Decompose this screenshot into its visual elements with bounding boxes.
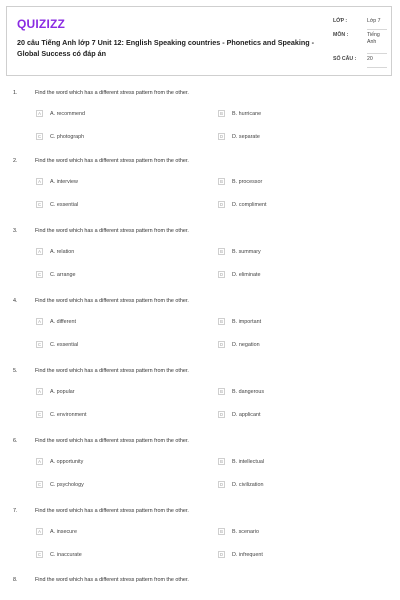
option-letter-box: B [218,178,225,185]
option-letter-box: D [219,134,224,139]
question-number: 6. [13,438,18,444]
grade-label: LỚP : [333,18,348,24]
option-label: B. summary [232,248,261,255]
option-label: B. important [232,318,262,325]
option-label: D. eliminate [232,271,261,278]
subject-label: MÔN : [333,32,349,38]
option-letter-box: C [37,272,42,277]
question-item [0,298,400,360]
option-letter-box: A [36,248,43,255]
option-letter-box: A [36,388,43,395]
option-label: D. negation [232,341,260,348]
option-letter-box: C [37,202,42,207]
subject-value: Tiếng Anh [367,32,380,45]
question-number: 3. [13,228,18,234]
question-number: 2. [13,158,18,164]
option-label: C. essential [50,341,79,348]
option-label: D. infrequent [232,551,263,558]
question-text: Find the word which has a different stress pattern from the other. [35,90,189,96]
count-label: SỐ CÂU : [333,56,357,62]
option-label: B. dangerous [232,388,265,395]
option-label: C. inaccurate [50,551,82,558]
question-item [0,508,400,570]
option-label: B. processor [232,178,263,185]
question-number: 7. [13,508,18,514]
option-label: A. insecure [50,528,77,535]
option-letter-box: C [37,552,42,557]
question-number: 8. [13,577,18,583]
option-letter-box: D [219,272,224,277]
option-letter-box: B [218,110,225,117]
option-letter-box: A [36,110,43,117]
option-label: C. arrange [50,271,76,278]
option-letter-box: D [219,552,224,557]
question-text: Find the word which has a different stress pattern from the other. [35,368,189,374]
option-letter-box: A [36,318,43,325]
question-text: Find the word which has a different stress pattern from the other. [35,228,189,234]
option-letter-box: C [37,412,42,417]
option-letter-box: A [36,528,43,535]
option-letter-box: D [219,482,224,487]
question-number: 5. [13,368,18,374]
question-number: 4. [13,298,18,304]
option-letter-box: C [37,342,42,347]
option-label: A. relation [50,248,75,255]
option-letter-box: C [37,482,42,487]
question-item [0,228,400,290]
option-letter-box: D [219,202,224,207]
option-label: D. separate [232,133,260,140]
grade-value: Lớp 7 [367,18,381,24]
option-label: B. scenario [232,528,259,535]
option-label: D. compliment [232,201,267,208]
option-letter-box: D [219,342,224,347]
question-text: Find the word which has a different stress pattern from the other. [35,508,189,514]
option-letter-box: A [36,178,43,185]
option-label: A. opportunity [50,458,84,465]
question-item [0,577,400,600]
option-letter-box: B [218,318,225,325]
question-text: Find the word which has a different stress pattern from the other. [35,577,189,583]
option-label: B. hurricane [232,110,262,117]
option-letter-box: C [37,134,42,139]
question-item [0,158,400,220]
option-label: A. recommend [50,110,86,117]
option-letter-box: A [36,458,43,465]
option-label: D. civilization [232,481,264,488]
count-value: 20 [367,56,373,62]
option-label: A. different [50,318,76,325]
option-letter-box: D [219,412,224,417]
option-label: C. environment [50,411,87,418]
quizizz-logo: QUIZIZZ [17,17,66,31]
question-item [0,90,400,152]
option-label: B. intellectual [232,458,265,465]
option-label: D. applicant [232,411,261,418]
option-label: C. psychology [50,481,84,488]
option-label: A. interview [50,178,78,185]
question-text: Find the word which has a different stress pattern from the other. [35,298,189,304]
question-text: Find the word which has a different stress pattern from the other. [35,438,189,444]
option-label: C. essential [50,201,79,208]
worksheet-title: 20 câu Tiếng Anh lớp 7 Unit 12: English Speaking countries - Phonetics and Speaking - Global Success có đáp án [17,38,315,58]
question-item [0,438,400,500]
question-text: Find the word which has a different stress pattern from the other. [35,158,189,164]
option-letter-box: B [218,458,225,465]
option-letter-box: B [218,528,225,535]
option-label: C. photograph [50,133,85,140]
question-item [0,368,400,430]
option-letter-box: B [218,388,225,395]
option-label: A. popular [50,388,75,395]
option-letter-box: B [218,248,225,255]
question-number: 1. [13,90,18,96]
